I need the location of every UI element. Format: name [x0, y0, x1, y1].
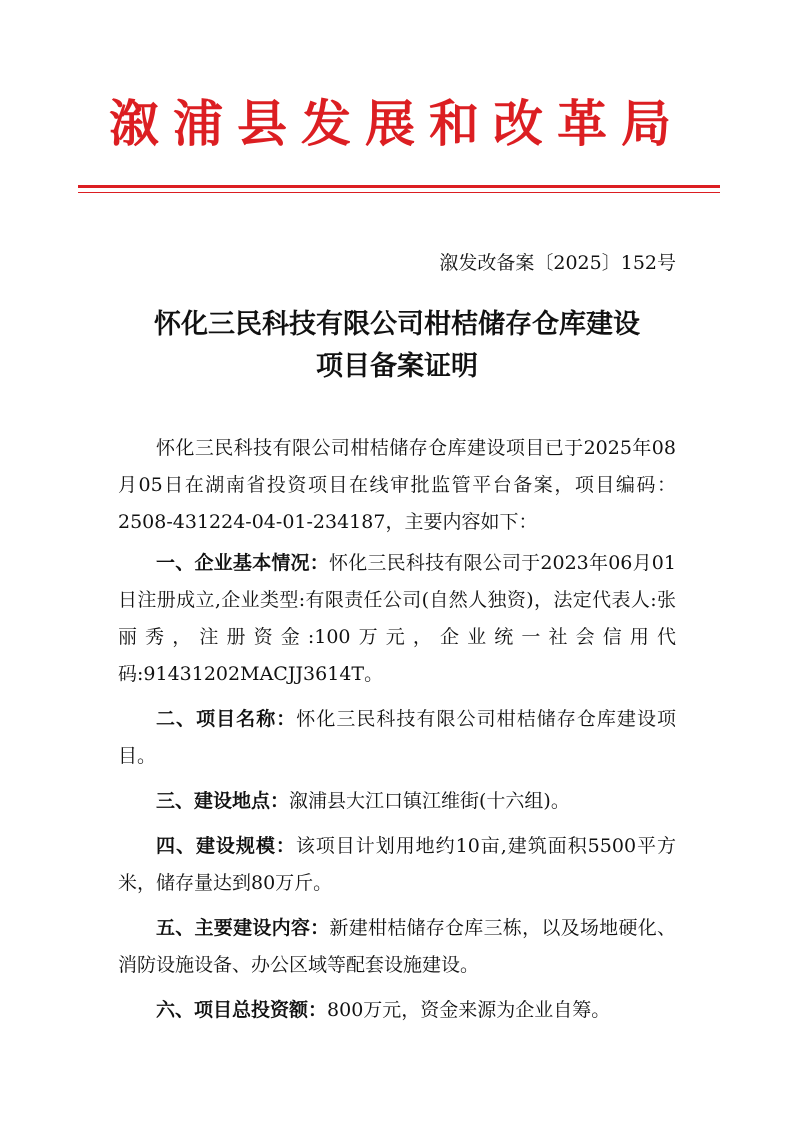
- issuing-organization-title: 溆浦县发展和改革局: [109, 95, 685, 153]
- section-location: [118, 783, 676, 820]
- section-text: 该项目计划用地约10亩,建筑面积5500平方米，储存量达到80万斤。: [118, 835, 676, 894]
- section-label: 四、建设规模：: [156, 835, 296, 857]
- header-rule-thick: [78, 185, 720, 188]
- section-text: 怀化三民科技有限公司柑桔储存仓库建设项目。: [118, 708, 676, 767]
- section-project-name: [118, 701, 676, 775]
- section-scale: [118, 828, 676, 902]
- section-text: 溆浦县大江口镇江维街(十六组)。: [289, 790, 570, 812]
- section-text: 新建柑桔储存仓库三栋，以及场地硬化、消防设施设备、办公区域等配套设施建设。: [118, 917, 676, 976]
- document-title: [0, 304, 794, 388]
- intro-paragraph: 怀化三民科技有限公司柑桔储存仓库建设项目已于2025年08月05日在湖南省投资项目在线审批监管平台备案，项目编码：2508-431224-04-01-234187，主要内容如下：: [118, 437, 676, 533]
- section-label: 五、主要建设内容：: [156, 917, 330, 939]
- section-label: 三、建设地点：: [156, 790, 290, 812]
- section-construction-content: [118, 910, 676, 984]
- section-enterprise-info: [118, 545, 676, 693]
- section-label: 一、企业基本情况：: [156, 552, 329, 574]
- section-text: 800万元，资金来源为企业自筹。: [327, 999, 611, 1021]
- document-body: [118, 430, 676, 1037]
- document-number: 溆发改备案〔2025〕152号: [439, 252, 676, 274]
- document-title-line-2: 项目备案证明: [316, 351, 478, 382]
- document-title-line-1: 怀化三民科技有限公司柑桔储存仓库建设: [154, 309, 640, 340]
- section-total-investment: [118, 992, 676, 1029]
- section-label: 六、项目总投资额：: [156, 999, 328, 1021]
- header-rule-thin: [78, 192, 720, 193]
- section-text: 怀化三民科技有限公司于2023年06月01日注册成立,企业类型:有限责任公司(自然人独资)，法定代表人:张丽秀，注册资金:100万元，企业统一社会信用代码:91431202MACJJ3614T。: [118, 552, 676, 685]
- section-label: 二、项目名称：: [156, 708, 297, 730]
